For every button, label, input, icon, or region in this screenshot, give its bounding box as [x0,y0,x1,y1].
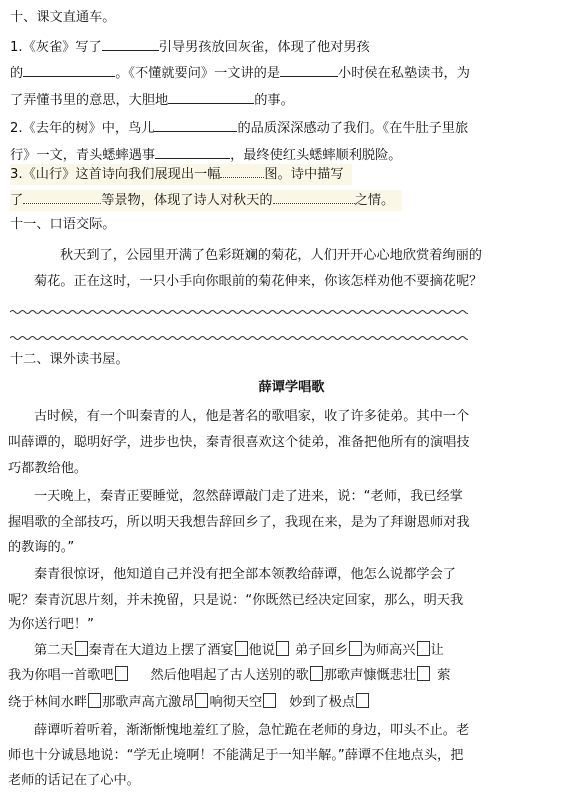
punct-segment: 妙到了极点 [289,695,356,710]
q2-text-a: 2.《去年的树》中，鸟儿 [10,121,155,136]
story-line: 古时候，有一个叫秦青的人，他是著名的歌唱家，收了许多徒弟。其中一个 [34,409,470,424]
section-11-heading: 十一、口语交际。 [10,217,116,232]
story-line: 秦青很惊讶，他知道自己并没有把全部本领教给薛谭，他怎么说都学会了 [34,567,456,582]
q2-line-1 [10,118,468,139]
q3-text-c: 了 [10,193,24,208]
answer-blank[interactable] [102,37,159,51]
answer-blank[interactable] [280,63,338,77]
section-10-heading: 十、课文直通车。 [10,10,116,25]
story-line: 一天晚上，秦青正要睡觉，忽然薛谭敲门走了进来，说：“老师，我已经掌 [34,489,463,504]
q1-text-a: 1.《灰雀》写了 [10,40,102,55]
punct-segment: 绕于林间水畔 [8,695,88,710]
q3-text-b: 图。诗中描写 [264,167,344,182]
story-line: 薛谭听着听着，渐渐惭愧地羞红了脸，急忙跪在老师的身边，叩头不止。老 [34,723,470,738]
punct-segment: 秦青在大道边上摆了酒宴 [88,643,234,658]
punct-segment: 弟子回乡 [295,643,348,658]
story-line: 为你送行吧！” [8,617,94,632]
q3-text-e: 之情。 [354,193,395,208]
q2-text-d: ，最终使红头蟋蟀顺利脱险。 [230,148,402,163]
q3-line-1 [10,164,352,185]
punct-segment: 萦 [437,668,451,683]
q3-text-d: 等景物，体现了诗人对秋天的 [101,193,273,208]
story-line: 呢？秦青沉思片刻，并未挽留，只是说：“你既然已经决定回家，那么，明天我 [8,593,464,608]
punct-segment: 他说 [248,643,275,658]
punctuation-box[interactable] [276,641,289,656]
q1-text-g: 的事。 [254,93,294,108]
punctuation-box[interactable] [75,641,88,656]
punctuation-box[interactable] [349,641,362,656]
punct-segment: 响彻天空 [209,695,263,710]
q1-text-e: 小时侯在私塾读书，为 [338,66,470,81]
answer-line[interactable] [10,334,468,342]
punctuation-box[interactable] [417,641,430,656]
punctuation-box[interactable] [195,693,208,708]
story-line: 握唱歌的全部技巧，所以明天我想告辞回乡了，我现在来，是为了拜谢恩师对我 [8,515,470,530]
punctuation-box[interactable] [88,693,101,708]
story-line: 叫薛谭的，聪明好学，进步也快，秦青很喜欢这个徒弟，准备把他所有的演唱技 [8,435,470,450]
punctuation-box[interactable] [263,693,276,708]
story-title: 薛谭学唱歌 [258,380,325,395]
q1-line-1 [10,37,370,58]
punctuation-box[interactable] [356,693,369,708]
q2-text-b: 的品质深深感动了我们。《在牛肚子里旅 [237,121,469,136]
punct-segment: 那歌声高亢激昂 [102,695,195,710]
q1-line-3 [10,90,294,111]
punct-segment: 为师高兴 [362,643,416,658]
answer-blank[interactable] [155,145,230,159]
answer-blank[interactable] [168,90,254,104]
punctuation-box[interactable] [115,666,128,681]
q3-line-2 [10,190,402,211]
q1-text-f: 了弄懂书里的意思，大胆地 [10,93,169,108]
punct-segment: 那歌声慷慨悲壮 [323,668,417,683]
punct-segment: 然后他唱起了古人送别的歌 [150,668,309,683]
punctuation-box[interactable] [310,666,323,681]
q3-text-a: 3.《山行》这首诗向我们展现出一幅 [10,167,221,182]
q2-line-2 [10,145,402,166]
story-line: 巧都教给他。 [8,461,88,476]
q2-text-c: 行》一文，青头蟋蟀遇事 [10,148,156,163]
punct-segment: 第二天 [34,643,74,658]
answer-blank[interactable] [220,164,264,178]
story-line: 老师的话记在了心中。 [8,773,140,788]
q1-text-c: 的 [10,66,24,81]
answer-blank[interactable] [154,118,237,132]
story-line: 师也十分诚恳地说：“学无止境啊！不能满足于一知半解。”薛谭不住地点头，把 [8,748,464,763]
q1-text-d: 。《不懂就要问》一文讲的是 [115,66,281,81]
q1-text-b: 引导男孩放回灰雀，体现了他对男孩 [158,40,370,55]
story-line: 的教诲的。” [8,540,75,555]
q1-line-2 [10,63,470,84]
punct-line-2 [8,666,450,686]
answer-blank[interactable] [23,63,115,77]
punct-line-1 [34,641,444,661]
punct-segment: 让 [430,643,444,658]
answer-blank[interactable] [23,190,101,204]
punct-segment: 我为你唱一首歌吧 [8,668,114,683]
punctuation-box[interactable] [417,666,430,681]
oral-prompt-line-1: 秋天到了，公园里开满了色彩斑斓的菊花，人们开开心心地欣赏着绚丽的 [60,248,482,263]
oral-prompt-line-2: 菊花。正在这时，一只小手向你眼前的菊花伸来，你该怎样劝他不要摘花呢？ [34,274,483,289]
answer-blank[interactable] [273,190,355,204]
punct-line-3 [8,693,370,713]
section-12-heading: 十二、课外读书屋。 [10,352,129,367]
punctuation-box[interactable] [235,641,248,656]
answer-line[interactable] [10,308,468,316]
